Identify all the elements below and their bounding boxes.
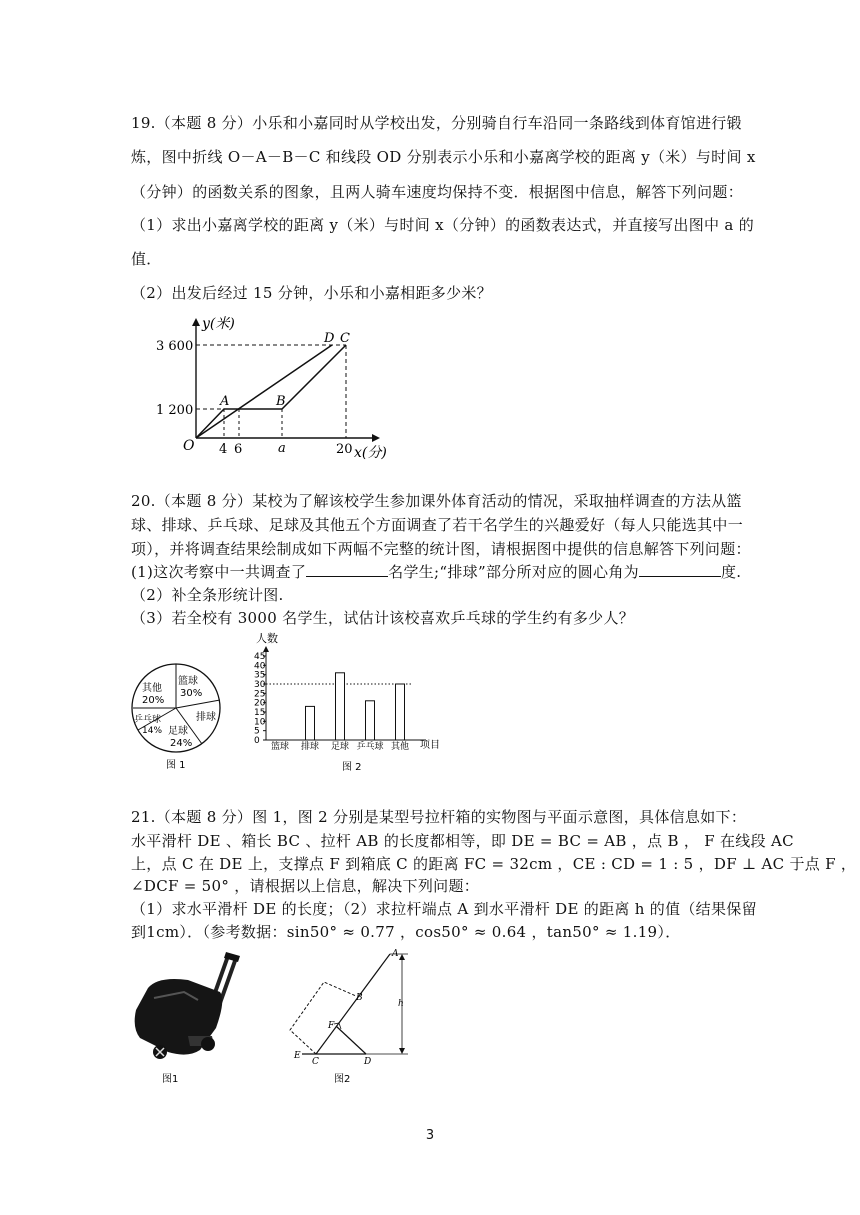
pie-label-volleyball: 排球 <box>196 712 216 723</box>
suitcase-diagram <box>284 948 434 1088</box>
bar-ytick: 20 <box>254 698 266 709</box>
label-A: A <box>392 949 399 959</box>
bar-4 <box>396 684 405 740</box>
x-tick-6: 6 <box>234 442 243 457</box>
q20-line-3: 项），并将调查结果绘制成如下两幅不完整的统计图，请根据图中提供的信息解答下列问题： <box>131 540 751 558</box>
y-tick-3600: 3 600 <box>156 339 194 354</box>
pie-pct-football: 24% <box>170 738 193 749</box>
segment-DF <box>336 1026 366 1054</box>
bar-2 <box>336 673 345 740</box>
q20-q1-text-c: 度. <box>720 563 742 581</box>
q20-q1-text-a: (1)这次考察中一共调查了 <box>131 563 307 581</box>
origin-label: O <box>183 438 195 454</box>
q21-line-3: 上，点 C 在 DE 上，支撑点 F 到箱底 C 的距离 FC = 32cm ，CE : CD = 1 : 5 ，DF ⊥ AC 于点 F ， <box>131 855 857 873</box>
bar-category-label: 足球 <box>330 742 350 752</box>
bar-ytick: 5 <box>254 726 260 737</box>
label-F: F <box>328 1021 335 1031</box>
y-tick-1200: 1 200 <box>156 403 194 418</box>
pie-pct-pingpong: 14% <box>142 726 163 736</box>
suitcase-photo <box>128 948 248 1088</box>
q21-line-2: 水平滑杆 DE 、箱长 BC 、拉杆 AB 的长度都相等，即 DE = BC = AB ，点 B ， F 在线段 AC <box>131 832 794 850</box>
q21-line-1: 21.（本题 8 分）图 1，图 2 分别是某型号拉杆箱的实物图与平面示意图，具体信息如下： <box>131 808 747 826</box>
q20-line-4 <box>131 561 741 582</box>
bar-category-label: 篮球 <box>270 742 290 752</box>
x-tick-a: a <box>278 441 286 456</box>
q19-line-3: （分钟）的函数关系的图象，且两人骑车速度均保持不变．根据图中信息，解答下列问题： <box>131 183 744 201</box>
q21-line-6: 到1cm）．（参考数据：sin50° ≈ 0.77 ，cos50° ≈ 0.64 ，tan50° ≈ 1.19）． <box>131 923 681 941</box>
q21-line-4: ∠DCF = 50° ，请根据以上信息，解决下列问题： <box>131 877 480 895</box>
bar-ytick: 45 <box>254 652 266 662</box>
segment-AC <box>316 954 390 1054</box>
fig2-caption: 图2 <box>334 1074 351 1085</box>
bar-ytick: 40 <box>254 661 266 672</box>
suitcase-outline <box>290 982 356 1054</box>
label-E: E <box>294 1051 301 1061</box>
bar-caption: 图 2 <box>342 762 362 773</box>
label-C: C <box>312 1057 319 1067</box>
q19-line-6: （2）出发后经过 15 分钟，小乐和小嘉相距多少米？ <box>131 284 492 302</box>
pie-pct-other: 20% <box>142 695 165 706</box>
fig1-caption: 图1 <box>162 1074 179 1085</box>
bar-chart <box>236 630 456 775</box>
point-B-label: B <box>276 394 286 409</box>
pie-label-basketball: 篮球 <box>178 676 198 687</box>
q21-line-5: （1）求水平滑杆 DE 的长度；（2）求拉杆端点 A 到水平滑杆 DE 的距离 h 的值（结果保留 <box>131 900 757 918</box>
q20-q1-text-b: 名学生;“排球”部分所对应的圆心角为 <box>388 563 639 581</box>
bar-xlabel: 项目 <box>420 740 440 751</box>
q19-line-1: 19.（本题 8 分）小乐和小嘉同时从学校出发，分别骑自行车沿同一条路线到体育馆进行锻 <box>131 114 742 132</box>
pie-caption: 图 1 <box>166 760 186 771</box>
q20-line-6: （3）若全校有 3000 名学生，试估计该校喜欢乒乓球的学生约有多少人？ <box>131 609 635 627</box>
line-OD <box>196 345 332 438</box>
x-axis-label: x(分) <box>354 445 387 461</box>
distance-time-graph <box>150 312 390 462</box>
y-axis-label: y(米) <box>202 316 235 332</box>
pie-label-pingpong: 乒乓球 <box>134 715 162 725</box>
point-A-label: A <box>220 394 230 409</box>
bar-ytick: 0 <box>254 736 260 746</box>
q19-line-5: 值． <box>131 250 162 268</box>
x-tick-20: 20 <box>336 442 353 457</box>
pie-pct-basketball: 30% <box>180 688 203 699</box>
label-B: B <box>356 993 363 1003</box>
x-tick-4: 4 <box>219 442 228 457</box>
point-D-label: D <box>324 331 335 346</box>
bar-ylabel: 人数 <box>256 632 278 645</box>
answer-blank-angle[interactable] <box>639 562 721 577</box>
bar-category-label: 排球 <box>300 742 320 752</box>
bar-ytick: 35 <box>254 670 266 681</box>
bar-ytick: 10 <box>254 717 266 728</box>
bar-3 <box>366 701 375 740</box>
q19-line-2: 炼，图中折线 O－A－B－C 和线段 OD 分别表示小乐和小嘉离学校的距离 y（米）与时间 x <box>131 148 756 166</box>
pie-label-football: 足球 <box>168 726 188 737</box>
page-number: 3 <box>425 1128 435 1143</box>
pie-label-other: 其他 <box>142 683 162 694</box>
bar-ytick: 25 <box>254 689 266 700</box>
q20-line-2: 球、排球、乒乓球、足球及其他五个方面调查了若干名学生的兴趣爱好（每人只能选其中一 <box>131 516 744 534</box>
answer-blank-count[interactable] <box>306 562 388 577</box>
label-D: D <box>364 1057 372 1067</box>
q20-line-1: 20.（本题 8 分）某校为了解该校学生参加课外体育活动的情况，采取抽样调查的方法从篮 <box>131 492 742 510</box>
bar-category-label: 其他 <box>390 742 410 752</box>
bar-ytick: 15 <box>254 708 266 718</box>
pie-chart <box>128 660 228 772</box>
point-C-label: C <box>340 331 350 346</box>
bar-1 <box>306 706 315 740</box>
q19-line-4: （1）求出小嘉离学校的距离 y（米）与时间 x（分钟）的函数表达式，并直接写出图中 a 的 <box>131 216 754 234</box>
bar-category-label: 乒乓球 <box>356 742 384 752</box>
q20-line-5: （2）补全条形统计图. <box>131 586 284 604</box>
bar-ytick: 30 <box>254 680 266 690</box>
line-OABC <box>196 345 346 438</box>
label-h: h <box>398 999 404 1009</box>
